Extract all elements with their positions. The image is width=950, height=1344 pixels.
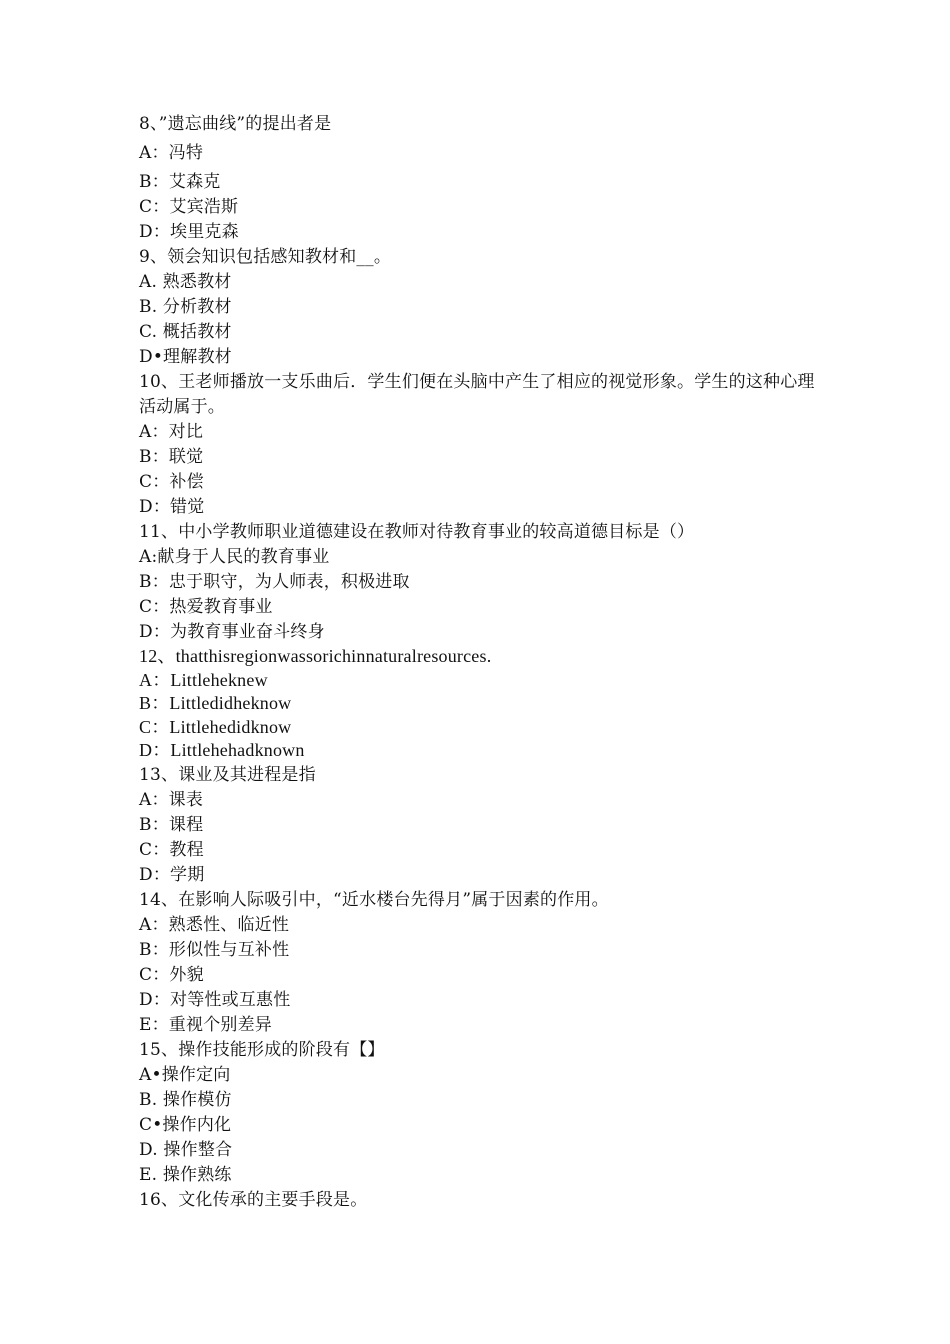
q12-option-d: D：Littlehehadknown [139, 740, 305, 760]
question-15: 15、操作技能形成的阶段有【】 [139, 1039, 385, 1060]
question-16: 16、文化传承的主要手段是。 [139, 1189, 368, 1210]
q11-option-d: D：为教育事业奋斗终身 [139, 622, 325, 642]
q9-option-a: A. 熟悉教材 [139, 272, 232, 292]
question-11: 11、中小学教师职业道德建设在教师对待教育事业的较高道德目标是（） [139, 522, 695, 542]
q11-option-a: A:献身于人民的教育事业 [139, 547, 330, 567]
q14-option-c: C：外貌 [139, 964, 204, 985]
q14-option-a: A：熟悉性、临近性 [139, 914, 290, 935]
document-body [139, 112, 819, 1213]
q10-option-c: C：补偿 [139, 472, 204, 492]
q14-option-d: D：对等性或互惠性 [139, 989, 291, 1010]
q13-option-a: A：课表 [139, 789, 204, 810]
q8-option-b: B：艾森克 [139, 172, 221, 192]
q15-option-e: E. 操作熟练 [139, 1164, 232, 1185]
question-14: 14、在影响人际吸引中，“近水楼台先得月”属于因素的作用。 [139, 889, 609, 910]
question-12: 12、thatthisregionwassorichinnaturalresources. [139, 646, 492, 666]
q9-option-d: D•理解教材 [139, 347, 232, 367]
question-9: 9、领会知识包括感知教材和__。 [139, 247, 392, 267]
q13-option-d: D：学期 [139, 864, 205, 885]
q8-option-a: A：冯特 [139, 143, 204, 163]
q13-option-c: C：教程 [139, 839, 204, 860]
q9-option-b: B. 分析教材 [139, 297, 232, 317]
q13-option-b: B：课程 [139, 814, 204, 835]
q10-option-a: A：对比 [139, 422, 204, 442]
q12-option-b: B：Littledidheknow [139, 693, 292, 713]
q15-option-d: D. 操作整合 [139, 1139, 233, 1160]
q8-option-c: C：艾宾浩斯 [139, 197, 239, 217]
q10-option-d: D：错觉 [139, 497, 205, 517]
question-10: 10、王老师播放一支乐曲后．学生们便在头脑中产生了相应的视觉形象。学生的这种心理活动属于。 [139, 372, 815, 417]
q9-option-c: C. 概括教材 [139, 322, 232, 342]
q15-option-c: C•操作内化 [139, 1114, 232, 1135]
q14-option-e: E：重视个别差异 [139, 1014, 273, 1035]
q12-option-c: C：Littlehedidknow [139, 716, 292, 737]
q10-option-b: B：联觉 [139, 447, 204, 467]
q11-option-c: C：热爱教育事业 [139, 597, 273, 617]
q15-option-a: A•操作定向 [139, 1064, 231, 1085]
question-8: 8、”遗忘曲线”的提出者是 [139, 114, 332, 134]
q15-option-b: B. 操作模仿 [139, 1089, 232, 1110]
q14-option-b: B：形似性与互补性 [139, 939, 290, 960]
question-13: 13、课业及其进程是指 [139, 764, 316, 785]
q11-option-b: B：忠于职守，为人师表，积极进取 [139, 572, 410, 592]
q12-option-a: A：Littleheknew [139, 669, 268, 690]
q8-option-d: D：埃里克森 [139, 222, 239, 242]
